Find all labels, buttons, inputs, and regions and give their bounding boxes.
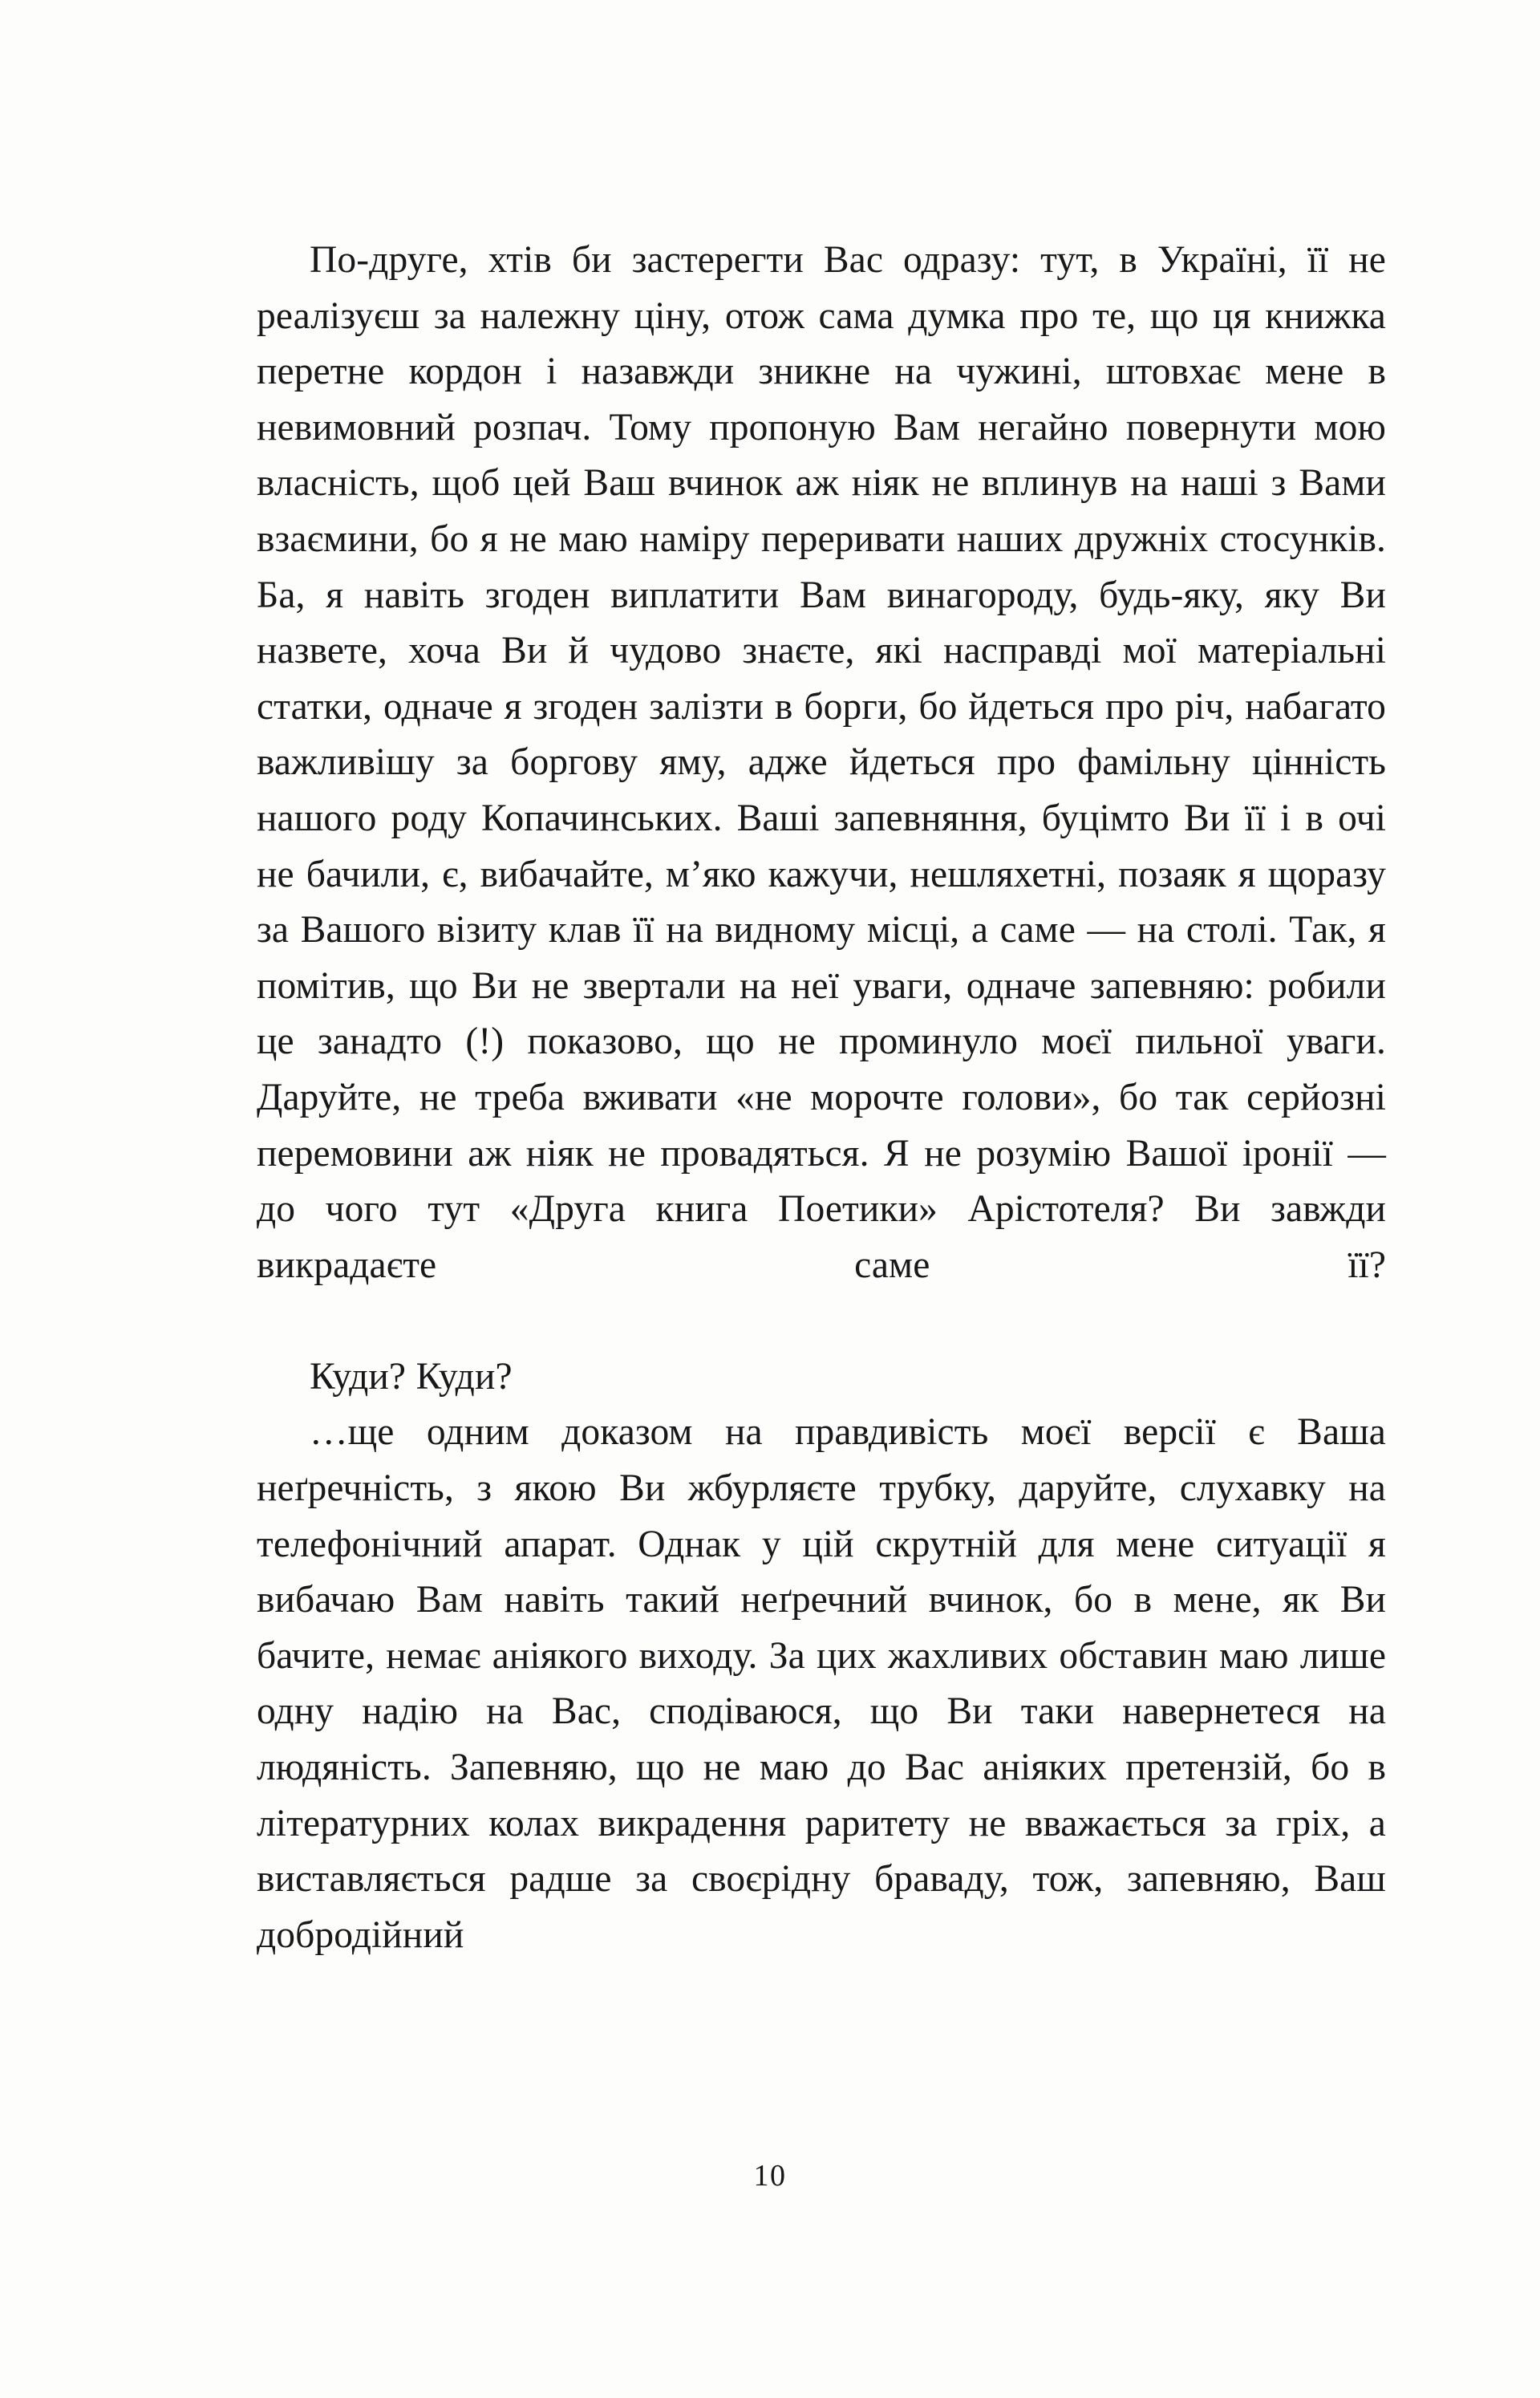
paragraph-3: …ще одним доказом на правдивість моєї версії є Ваша неґречність, з якою Ви жбурляєте трубку, даруйте, слухавку на телефонічний апарат. Однак у цій скрутній для мене ситуації я вибачаю Вам навіть такий неґречний вчинок, бо в мене, як Ви бачите, немає аніякого виходу. За цих жахливих обставин маю лише одну надію на Вас, сподіваюся, що Ви таки навернетеся на людяність. Запевняю, що не маю до Вас аніяких претензій, бо в літературних колах викрадення раритету не вважається за гріх, а виставляється радше за своєрідну браваду, тож, запевняю, Ваш добродійний [257,1411,1386,1956]
paragraph-1: По-друге, хтів би застерегти Вас одразу: тут, в Україні, її не реалізуєш за належну ціну, отож сама думка про те, що ця книжка перетне кордон і назавжди зникне на чужині, штовхає мене в невимовний розпач. Тому пропоную Вам негайно повернути мою власність, щоб цей Ваш вчинок аж ніяк не вплинув на наші з Вами взаємини, бо я не маю наміру переривати наших дружніх стосунків. Ба, я навіть згоден виплатити Вам винагороду, будь-яку, яку Ви назвете, хоча Ви й чудово знаєте, які насправді мої матеріальні статки, одначе я згоден залізти в борги, бо йдеться про річ, набагато важливішу за боргову яму, адже йдеться про фамільну цінність нашого роду Копачинських. Ваші запевняння, буцімто Ви її і в очі не бачили, є, вибачайте, м’яко кажучи, нешляхетні, позаяк я щоразу за Вашого візиту клав її на видному місці, а саме — на столі. Так, я помітив, що Ви не звертали на неї уваги, одначе запевняю: робили це занадто (!) показово, що не проминуло моєї пильної уваги. Даруйте, не треба вживати «не морочте голови», бо так серйозні перемовини аж ніяк не провадяться. Я не розумію Вашої іронії — до чого тут «Друга книга Поетики» Арістотеля? Ви завжди викрадаєте саме її? [257,239,1386,1286]
paragraph-2: Куди? Куди? [310,1355,513,1398]
page-number: 10 [753,2159,787,2193]
page-text-block [257,233,1386,1963]
